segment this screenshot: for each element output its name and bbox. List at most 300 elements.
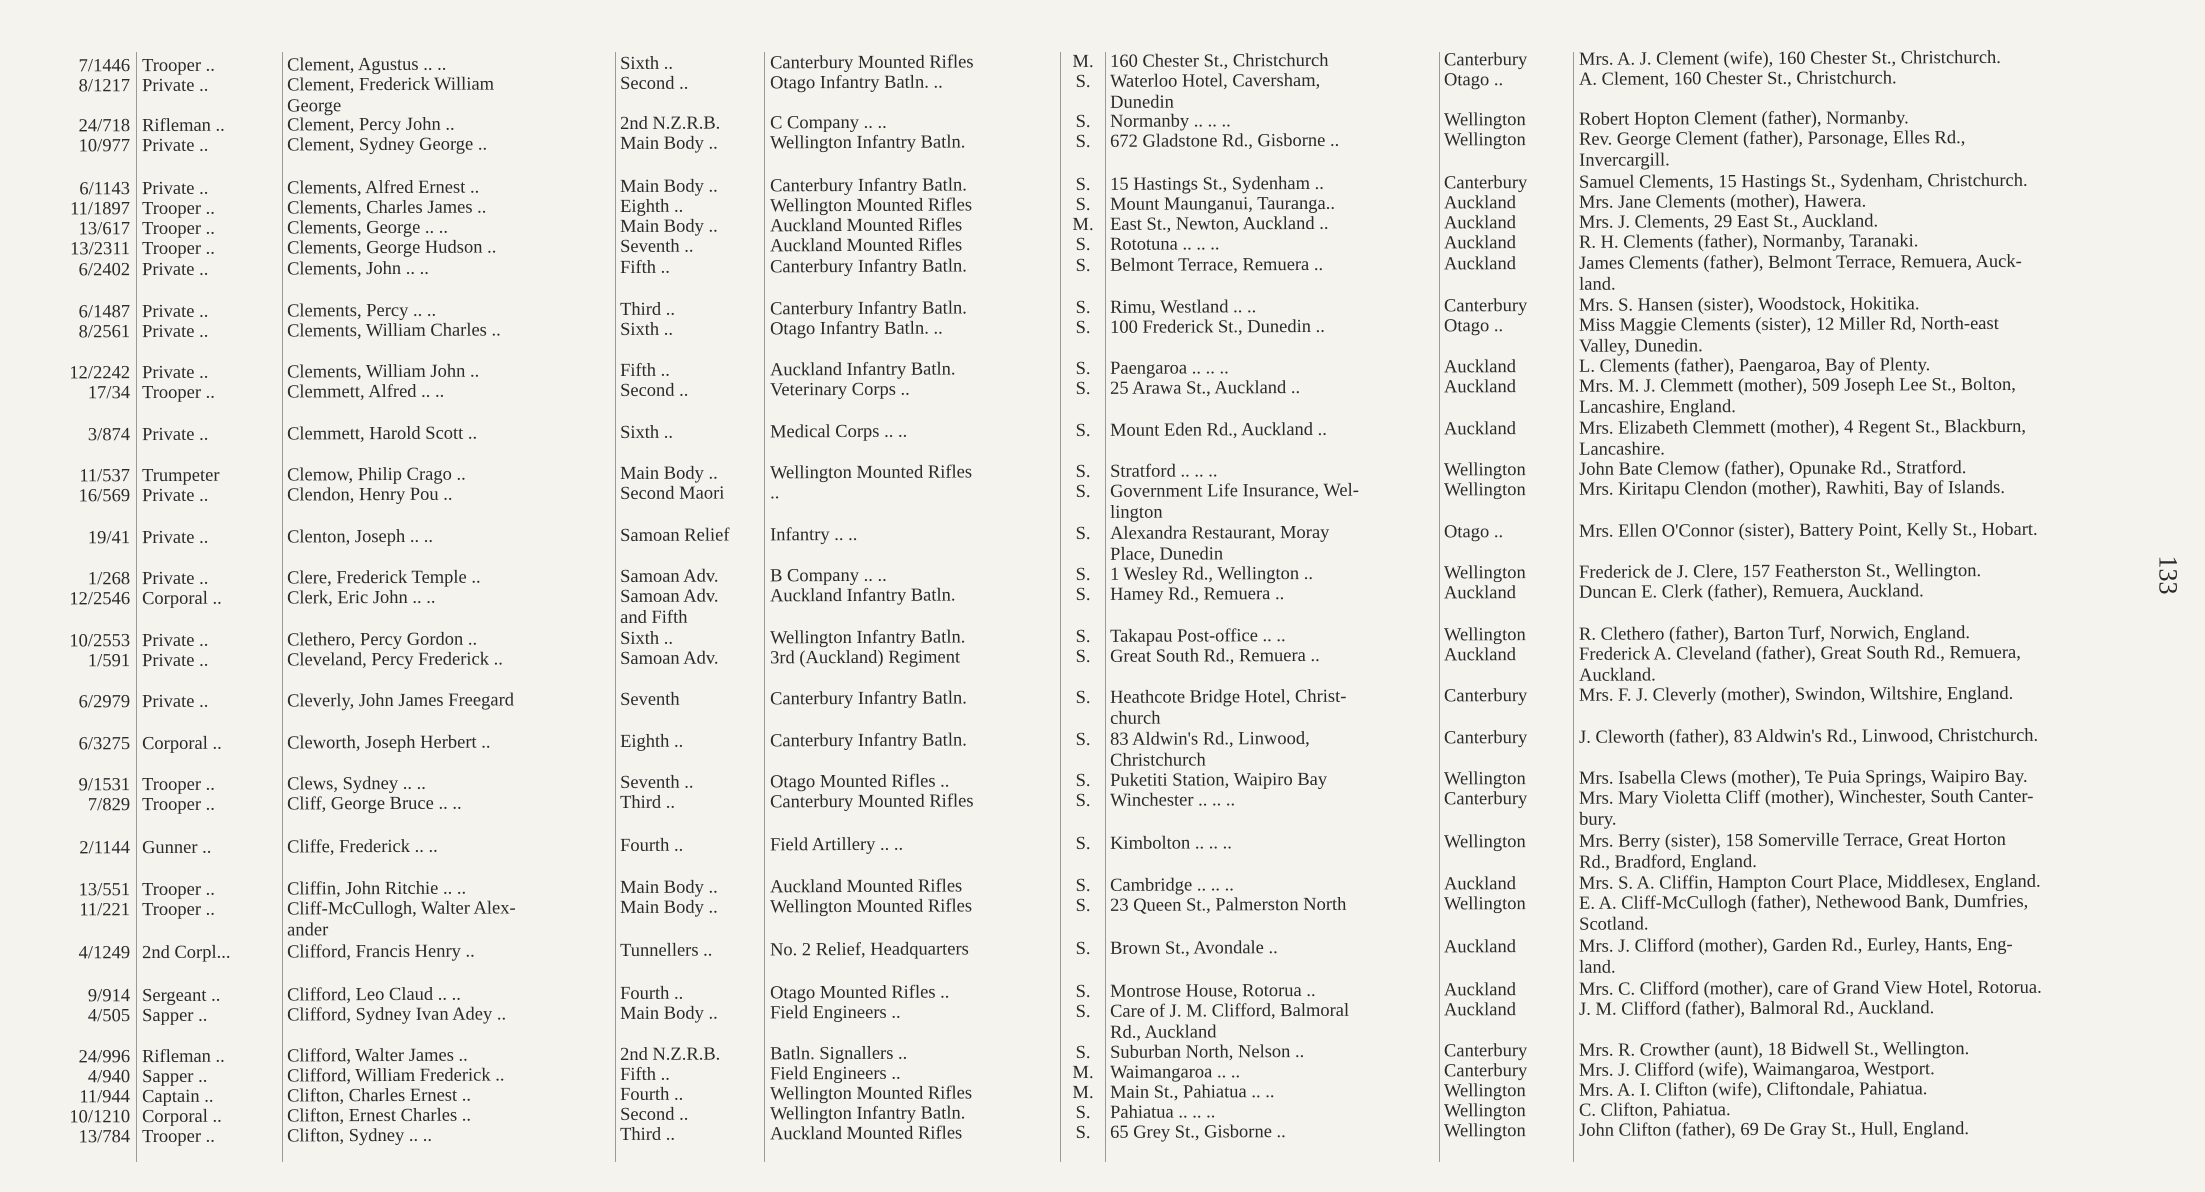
unit-cell: Field Artillery .. .. [770,834,904,856]
draft-cell: Second Maori [620,483,725,505]
table-row [30,519,2120,565]
column-divider [136,52,137,1162]
soldier-name-cell: Cliffe, Frederick .. .. [287,836,438,858]
marital-status-cell: S. [1075,875,1091,896]
district-cell: Canterbury [1443,295,1528,317]
district-cell: Wellington [1443,110,1526,131]
next-of-kin-cell: Mrs. M. J. Clemmett (mother), 509 Joseph Lee St., Bolton, Lancashire, England. [1578,375,2016,418]
rank-cell: Trooper .. [142,238,215,260]
marital-status-cell: S. [1075,523,1091,544]
rank-cell: Private .. [142,527,209,548]
last-address-cell: Care of J. M. Clifford, Balmoral Rd., Auckland [1109,1000,1350,1042]
district-cell: Wellington [1443,1121,1526,1142]
rank-cell: Corporal .. [142,1106,222,1128]
unit-cell: Wellington Infantry Batln. [770,627,966,649]
next-of-kin-cell: E. A. Cliff-McCullogh (father), Nethewood Bank, Dumfries, Scotland. [1578,891,2029,934]
draft-cell: Second .. [620,381,689,402]
last-address-cell: Kimbolton .. .. .. [1109,833,1232,855]
soldier-name-cell: Clement, Frederick William George [287,74,495,116]
soldier-name-cell: Clements, Charles James .. [287,197,487,219]
marital-status-cell: S. [1075,1042,1091,1063]
last-address-cell: Government Life Insurance, Wel- lington [1109,481,1359,523]
marital-status-cell: S. [1075,71,1091,93]
next-of-kin-cell: C. Clifton, Pahiatua. [1578,1100,1731,1121]
district-cell: Wellington [1443,624,1526,646]
marital-status-cell: S. [1075,174,1091,195]
district-cell: Auckland [1443,936,1517,957]
last-address-cell: Heathcote Bridge Hotel, Christ- church [1109,687,1347,729]
marital-status-cell: S. [1075,482,1091,503]
rank-cell: Trumpeter [142,466,220,487]
regimental-number-cell: 12/2242 [69,363,131,384]
unit-cell: Auckland Infantry Batln. [770,359,956,381]
district-cell: Wellington [1443,769,1526,790]
unit-cell: Otago Infantry Batln. .. [770,318,943,340]
unit-cell: Wellington Infantry Batln. [770,132,966,154]
rank-cell: Trooper .. [142,198,215,220]
last-address-cell: Rototuna .. .. .. [1109,234,1220,255]
regimental-number-cell: 24/718 [78,116,131,137]
unit-cell: Otago Infantry Batln. .. [770,72,943,94]
soldier-name-cell: Clements, William Charles .. [287,320,501,342]
regimental-number-cell: 11/944 [79,1087,131,1108]
soldier-name-cell: Clements, George .. .. [287,217,449,239]
draft-cell: Main Body .. [620,463,718,485]
marital-status-cell: S. [1075,585,1091,606]
regimental-number-cell: 7/829 [87,795,131,816]
marital-status-cell: S. [1075,688,1091,709]
soldier-name-cell: Clifton, Ernest Charles .. [287,1105,472,1127]
marital-status-cell: M. [1072,51,1094,73]
draft-cell: Seventh .. [620,772,694,794]
next-of-kin-cell: Mrs. Berry (sister), 158 Somerville Terrace, Great Horton Rd., Bradford, England. [1578,830,2006,873]
marital-status-cell: S. [1075,626,1091,647]
district-cell: Auckland [1443,213,1517,234]
regimental-number-cell: 19/41 [87,528,131,549]
marital-status-cell: S. [1075,646,1091,667]
draft-cell: Sixth .. [620,422,674,443]
last-address-cell: 23 Queen St., Palmerston North [1109,894,1347,916]
marital-status-cell: S. [1075,729,1091,750]
district-cell: Auckland [1443,254,1517,275]
regimental-number-cell: 9/914 [87,985,131,1006]
column-divider [1439,52,1440,1162]
rank-cell: Sapper .. [142,1066,208,1088]
regimental-number-cell: 7/1446 [78,56,131,77]
unit-cell: Canterbury Mounted Rifles [770,52,974,74]
rank-cell: Private .. [142,363,209,384]
draft-cell: Samoan Adv. [620,566,719,588]
draft-cell: Main Body .. [620,216,718,238]
unit-cell: Field Engineers .. [770,1063,901,1085]
district-cell: Otago .. [1443,316,1504,337]
draft-cell: Second .. [620,73,689,95]
next-of-kin-cell: Mrs. S. Hansen (sister), Woodstock, Hokitika. [1578,294,1920,316]
district-cell: Canterbury [1443,789,1528,810]
draft-cell: Sixth .. [620,53,674,74]
last-address-cell: Takapau Post-office .. .. [1109,625,1286,647]
unit-cell: Canterbury Infantry Batln. [770,256,967,278]
rank-cell: Trooper .. [142,879,215,900]
marital-status-cell: S. [1075,1102,1091,1124]
regimental-number-cell: 24/996 [78,1047,131,1068]
rank-cell: Private .. [142,486,209,507]
last-address-cell: Belmont Terrace, Remuera .. [1109,255,1324,277]
soldier-name-cell: Clere, Frederick Temple .. [287,567,481,589]
district-cell: Otago .. [1443,70,1504,91]
soldier-name-cell: Clements, George Hudson .. [287,237,497,259]
next-of-kin-cell: Mrs. S. A. Cliffin, Hampton Court Place, Middlesex, England. [1578,871,2041,894]
soldier-name-cell: Clement, Percy John .. [287,114,455,136]
soldier-name-cell: Clemow, Philip Crago .. [287,465,466,486]
last-address-cell: Hamey Rd., Remuera .. [1109,584,1285,606]
draft-cell: Main Body .. [620,133,718,155]
rank-cell: Rifleman .. [142,115,225,137]
column-divider [764,52,765,1162]
marital-status-cell: S. [1075,420,1091,441]
district-cell: Canterbury [1443,1061,1528,1082]
unit-cell: .. [770,483,780,504]
table-row [30,684,2120,729]
soldier-name-cell: Clerk, Eric John .. .. [287,588,436,609]
marital-status-cell: S. [1075,981,1091,1002]
next-of-kin-cell: Samuel Clements, 15 Hastings St., Sydenham, Christchurch. [1578,170,2028,193]
regimental-number-cell: 10/1210 [69,1107,131,1128]
rank-cell: Private .. [142,321,209,343]
marital-status-cell: S. [1075,111,1091,133]
soldier-name-cell: Clifford, Leo Claud .. .. [287,984,461,1005]
next-of-kin-cell: Mrs. Ellen O'Connor (sister), Battery Point, Kelly St., Hobart. [1578,519,2038,542]
regimental-number-cell: 1/591 [87,650,131,672]
soldier-name-cell: Cliff, George Bruce .. .. [287,793,462,815]
rank-cell: Trooper .. [142,795,215,816]
unit-cell: Canterbury Infantry Batln. [770,688,967,710]
next-of-kin-cell: A. Clement, 160 Chester St., Christchurch. [1578,68,1897,90]
draft-cell: 2nd N.Z.R.B. [620,113,721,135]
draft-cell: Fourth .. [620,1084,684,1106]
draft-cell: Main Body .. [620,1003,718,1024]
soldier-name-cell: Clethero, Percy Gordon .. [287,629,478,651]
last-address-cell: Pahiatua .. .. .. [1109,1102,1216,1123]
unit-cell: Wellington Mounted Rifles [770,195,973,217]
soldier-name-cell: Clifford, Francis Henry .. [287,941,475,963]
last-address-cell: 100 Frederick St., Dunedin .. [1109,316,1325,338]
unit-cell: Auckland Infantry Batln. [770,585,956,607]
district-cell: Auckland [1443,979,1517,1000]
marital-status-cell: S. [1075,771,1091,792]
soldier-name-cell: Clements, Percy .. .. [287,300,437,322]
marital-status-cell: S. [1075,317,1091,338]
unit-cell: No. 2 Relief, Headquarters [770,939,969,960]
soldier-name-cell: Cleworth, Joseph Herbert .. [287,732,491,754]
soldier-name-cell: Clement, Agustus .. .. [287,54,447,76]
marital-status-cell: S. [1075,938,1091,959]
page-number: 133 [2153,555,2183,595]
next-of-kin-cell: J. Cleworth (father), 83 Aldwin's Rd., Linwood, Christchurch. [1578,725,2039,748]
regimental-number-cell: 6/2979 [78,692,131,713]
regimental-number-cell: 6/1487 [78,302,131,323]
draft-cell: Main Body .. [620,877,718,898]
regimental-number-cell: 9/1531 [78,775,131,796]
last-address-cell: 15 Hastings St., Sydenham .. [1109,173,1324,195]
soldier-name-cell: Clifford, William Frederick .. [287,1065,505,1087]
rank-cell: Trooper .. [142,383,215,404]
table-row [30,458,2120,487]
rank-cell: Corporal .. [142,733,222,754]
regimental-number-cell: 6/1143 [79,179,131,200]
rank-cell: Private .. [142,424,209,446]
draft-cell: Samoan Adv. [620,648,719,669]
rank-cell: Trooper .. [142,55,215,77]
last-address-cell: Brown St., Avondale .. [1109,937,1278,959]
unit-cell: Canterbury Infantry Batln. [770,175,967,197]
next-of-kin-cell: Mrs. J. Clements, 29 East St., Auckland. [1578,211,1879,233]
rank-cell: Private .. [142,135,209,157]
table-row [30,622,2120,652]
rank-cell: Private .. [142,650,209,671]
next-of-kin-cell: Mrs. J. Clifford (mother), Garden Rd., Eurley, Hants, Eng- land. [1578,934,2013,977]
draft-cell: Third .. [620,793,676,814]
draft-cell: Second .. [620,1104,689,1126]
soldier-name-cell: Cleverly, John James Freegard [287,690,514,712]
soldier-name-cell: Clements, John .. .. [287,259,429,280]
next-of-kin-cell: Mrs. F. J. Cleverly (mother), Swindon, Wiltshire, England. [1578,684,2014,707]
last-address-cell: Alexandra Restaurant, Moray Place, Dunedin [1109,522,1330,565]
last-address-cell: Suburban North, Nelson .. [1109,1041,1305,1063]
district-cell: Canterbury [1443,686,1528,707]
district-cell: Canterbury [1443,50,1528,71]
next-of-kin-cell: Mrs. R. Crowther (aunt), 18 Bidwell St., Wellington. [1578,1039,1970,1061]
draft-cell: Main Body .. [620,176,718,197]
regimental-number-cell: 10/2553 [69,630,131,652]
rank-cell: Gunner .. [142,837,212,859]
next-of-kin-cell: Frederick de J. Clere, 157 Featherston St., Wellington. [1578,561,1982,584]
marital-status-cell: S. [1075,834,1091,855]
next-of-kin-cell: R. Clethero (father), Barton Turf, Norwich, England. [1578,622,1971,645]
regimental-number-cell: 17/34 [87,383,131,404]
rank-cell: Private .. [142,301,209,323]
district-cell: Wellington [1443,480,1526,501]
last-address-cell: Waimangaroa .. .. [1109,1062,1241,1083]
district-cell: Otago .. [1443,522,1504,543]
unit-cell: Batln. Signallers .. [770,1043,908,1065]
draft-cell: Fifth .. [620,1064,670,1085]
regimental-number-cell: 4/1249 [78,942,131,963]
regimental-number-cell: 6/3275 [78,733,131,755]
last-address-cell: Mount Maunganui, Tauranga.. [1109,193,1336,215]
rank-cell: Sergeant .. [142,985,221,1006]
soldier-name-cell: Clements, Alfred Ernest .. [287,177,480,199]
marital-status-cell: S. [1075,359,1091,380]
table-row [30,561,2120,590]
draft-cell: Third .. [620,1124,676,1146]
draft-cell: Seventh [620,690,680,711]
draft-cell: 2nd N.Z.R.B. [620,1044,721,1065]
marital-status-cell: M. [1072,214,1094,236]
district-cell: Canterbury [1443,727,1528,749]
draft-cell: Seventh .. [620,236,694,258]
marital-status-cell: M. [1072,1062,1094,1084]
rank-cell: Captain .. [142,1086,214,1108]
next-of-kin-cell: James Clements (father), Belmont Terrace, Remuera, Auck- land. [1578,252,2022,295]
unit-cell: Medical Corps .. .. [770,421,908,443]
unit-cell: Wellington Mounted Rifles [770,1083,973,1105]
last-address-cell: Montrose House, Rotorua .. [1109,980,1316,1002]
marital-status-cell: S. [1075,234,1091,256]
column-divider [1060,52,1061,1162]
unit-cell: B Company .. .. [770,566,887,587]
last-address-cell: East St., Newton, Auckland .. [1109,213,1329,235]
district-cell: Wellington [1443,1101,1526,1122]
last-address-cell: Mount Eden Rd., Auckland .. [1109,419,1327,441]
unit-cell: Veterinary Corps .. [770,380,910,401]
last-address-cell: Winchester .. .. .. [1109,790,1236,812]
table-row [30,977,2120,1006]
unit-cell: Auckland Mounted Rifles [770,215,963,237]
marital-status-cell: S. [1075,1122,1091,1144]
next-of-kin-cell: Mrs. Elizabeth Clemmett (mother), 4 Regent St., Blackburn, Lancashire. [1578,416,2027,460]
rank-cell: Sapper .. [142,1005,208,1026]
district-cell: Auckland [1443,233,1517,254]
district-cell: Auckland [1443,999,1517,1020]
regimental-number-cell: 8/2561 [78,322,131,343]
district-cell: Wellington [1443,130,1526,151]
next-of-kin-cell: L. Clements (father), Paengaroa, Bay of Plenty. [1578,355,1931,378]
district-cell: Auckland [1443,377,1517,398]
rank-cell: 2nd Corpl... [142,942,231,963]
draft-cell: Fourth .. [620,983,684,1004]
unit-cell: Wellington Mounted Rifles [770,462,973,484]
regimental-number-cell: 13/2311 [70,239,131,260]
rank-cell: Trooper .. [142,899,215,920]
regimental-number-cell: 13/617 [78,219,131,240]
district-cell: Wellington [1443,832,1526,853]
last-address-cell: Normanby .. .. .. [1109,111,1231,132]
draft-cell: Fifth .. [620,258,670,279]
unit-cell: Auckland Mounted Rifles [770,876,963,898]
next-of-kin-cell: John Bate Clemow (father), Opunake Rd., Stratford. [1578,458,1967,481]
draft-cell: Third .. [620,299,676,320]
soldier-name-cell: Clemmett, Harold Scott .. [287,423,478,445]
marital-status-cell: S. [1075,462,1091,483]
unit-cell: Auckland Mounted Rifles [770,235,963,257]
marital-status-cell: S. [1075,194,1091,215]
table-row [30,355,2120,384]
table-row [30,293,2120,323]
unit-cell: Canterbury Infantry Batln. [770,298,967,320]
last-address-cell: Rimu, Westland .. .. [1109,297,1257,318]
marital-status-cell: S. [1075,132,1091,153]
rank-cell: Private .. [142,692,209,713]
district-cell: Wellington [1443,1081,1526,1102]
last-address-cell: Great South Rd., Remuera .. [1109,645,1320,667]
table-row [30,1038,2120,1068]
column-divider [1105,52,1106,1162]
regimental-number-cell: 6/2402 [78,260,131,281]
regimental-number-cell: 16/569 [78,486,131,507]
next-of-kin-cell: Mrs. A. I. Clifton (wife), Cliftondale, Pahiatua. [1578,1079,1928,1101]
unit-cell: Wellington Infantry Batln. [770,1103,966,1125]
district-cell: Canterbury [1443,172,1528,194]
next-of-kin-cell: Mrs. C. Clifford (mother), care of Grand View Hotel, Rotorua. [1578,977,2042,1000]
draft-cell: Tunnellers .. [620,940,713,961]
regimental-number-cell: 1/268 [87,569,131,590]
rank-cell: Private .. [142,630,209,651]
rank-cell: Trooper .. [142,218,215,240]
regimental-number-cell: 4/505 [87,1005,131,1026]
district-cell: Auckland [1443,644,1517,666]
soldier-name-cell: Clenton, Joseph .. .. [287,526,434,548]
unit-cell: Otago Mounted Rifles .. [770,771,950,793]
regimental-number-cell: 12/2546 [69,589,131,610]
district-cell: Auckland [1443,419,1517,440]
soldier-name-cell: Clements, William John .. [287,362,480,383]
marital-status-cell: S. [1075,297,1091,318]
table-row [30,871,2120,901]
last-address-cell: Main St., Pahiatua .. .. [1109,1082,1275,1103]
next-of-kin-cell: Duncan E. Clerk (father), Remuera, Auckland. [1578,581,1924,604]
last-address-cell: 160 Chester St., Christchurch [1109,50,1329,72]
rank-cell: Rifleman .. [142,1046,225,1068]
last-address-cell: 65 Grey St., Gisborne .. [1109,1122,1286,1143]
table-row [30,725,2120,771]
soldier-name-cell: Clifton, Sydney .. .. [287,1125,433,1147]
next-of-kin-cell: Robert Hopton Clement (father), Normanby. [1578,108,1909,130]
unit-cell: C Company .. .. [770,112,887,134]
column-divider [615,52,616,1162]
draft-cell: Eighth .. [620,196,684,217]
marital-status-cell: S. [1075,379,1091,400]
draft-cell: Fifth .. [620,361,670,382]
unit-cell: Auckland Mounted Rifles [770,1123,963,1145]
rank-cell: Trooper .. [142,1126,215,1148]
soldier-name-cell: Clifton, Charles Ernest .. [287,1085,472,1107]
last-address-cell: 672 Gladstone Rd., Gisborne .. [1109,130,1340,152]
regimental-number-cell: 2/1144 [79,838,131,859]
draft-cell: Fourth .. [620,835,684,857]
marital-status-cell: S. [1075,791,1091,812]
draft-cell: Samoan Adv. and Fifth [620,586,719,628]
regimental-number-cell: 11/1897 [70,199,131,220]
draft-cell: Samoan Relief [620,525,730,546]
next-of-kin-cell: Mrs. A. J. Clement (wife), 160 Chester St., Christchurch. [1578,47,2001,70]
next-of-kin-cell: Rev. George Clement (father), Parsonage, Elles Rd., Invercargill. [1578,128,1966,171]
table-row [30,830,2120,873]
regimental-number-cell: 13/784 [78,1127,131,1148]
marital-status-cell: S. [1075,895,1091,916]
unit-cell: 3rd (Auckland) Regiment [770,647,961,669]
regimental-number-cell: 4/940 [87,1067,131,1088]
regimental-number-cell: 10/977 [78,136,131,157]
district-cell: Canterbury [1443,1041,1528,1062]
marital-status-cell: S. [1075,1001,1091,1022]
last-address-cell: Stratford .. .. .. [1109,461,1218,483]
district-cell: Auckland [1443,193,1517,214]
rank-cell: Private .. [142,569,209,590]
next-of-kin-cell: Mrs. Mary Violetta Cliff (mother), Winchester, South Canter- bury. [1578,787,2034,830]
next-of-kin-cell: Mrs. Kiritapu Clendon (mother), Rawhiti, Bay of Islands. [1578,478,2006,501]
marital-status-cell: S. [1075,256,1091,277]
next-of-kin-cell: R. H. Clements (father), Normanby, Taranaki. [1578,231,1919,253]
draft-cell: Sixth .. [620,319,674,340]
rank-cell: Private .. [142,75,209,97]
last-address-cell: Cambridge .. .. .. [1109,874,1234,896]
unit-cell: Wellington Mounted Rifles [770,896,973,918]
table-row [30,47,2120,77]
soldier-name-cell: Clews, Sydney .. .. [287,774,426,795]
regimental-number-cell: 11/221 [79,899,131,921]
last-address-cell: 1 Wesley Rd., Wellington .. [1109,564,1314,586]
